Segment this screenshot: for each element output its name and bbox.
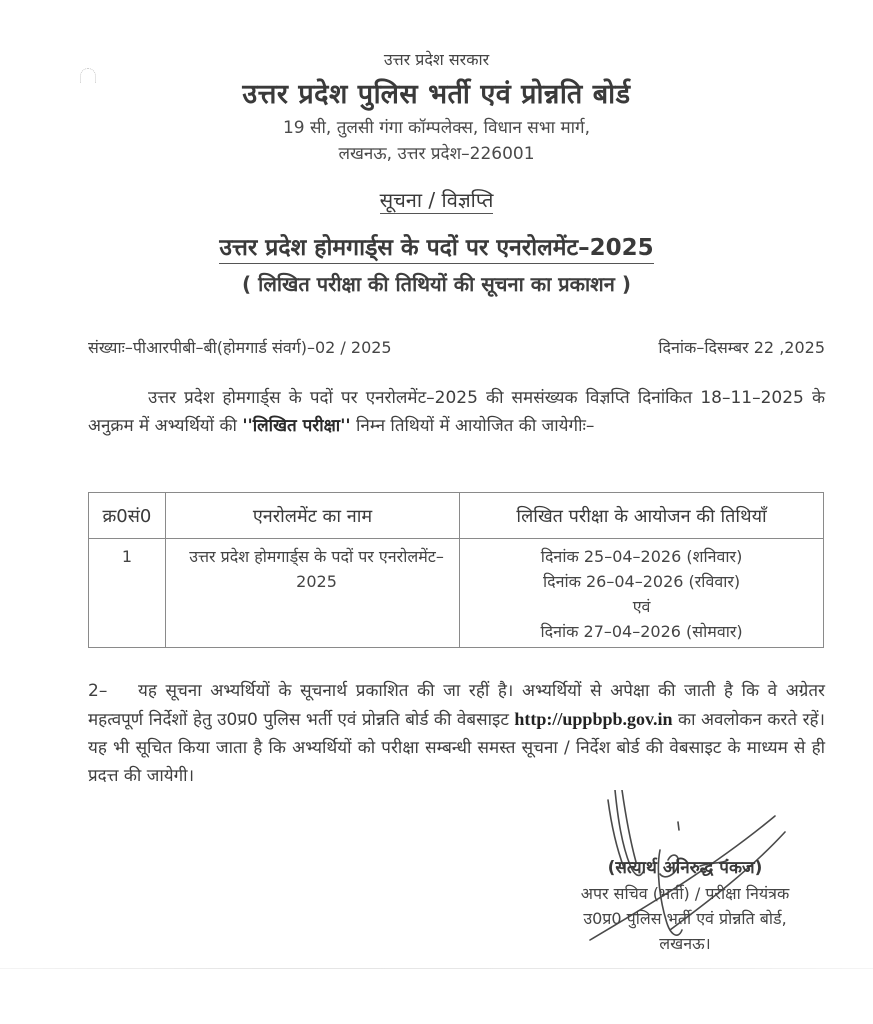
paragraph-1-before: उत्तर प्रदेश होमगार्ड्स के पदों पर एनरोलमेंट–2025 की समसंख्यक विज्ञप्ति दिनांकित 18–11–2025 के अनुक्रम में अभ्यर्थियों की — [88, 388, 825, 436]
paragraph-2-number: 2– — [88, 681, 108, 701]
website-link[interactable]: http://uppbpb.gov.in — [514, 709, 673, 729]
paragraph-2 — [88, 677, 825, 790]
conjunction: एवं — [632, 597, 651, 616]
exam-date-1: दिनांक 25–04–2026 (शनिवार) — [540, 547, 743, 566]
exam-date-2: दिनांक 26–04–2026 (रविवार) — [542, 572, 741, 591]
signatory-city: लखनऊ। — [659, 934, 711, 953]
cell-enrolment-name: उत्तर प्रदेश होमगार्ड्स के पदों पर एनरोलमेंट–2025 — [165, 539, 459, 648]
header-serial: क्र0सं0 — [89, 493, 166, 539]
header-enrolment-name: एनरोलमेंट का नाम — [165, 493, 459, 539]
notice-subject — [0, 230, 873, 262]
address-line-2: लखनऊ, उत्तर प्रदेश–226001 — [338, 144, 535, 164]
notice-subject-text: उत्तर प्रदेश होमगार्ड्स के पदों पर एनरोलमेंट–2025 — [219, 235, 653, 264]
government-name: उत्तर प्रदेश सरकार — [383, 50, 490, 69]
reference-number: संख्याः–पीआरपीबी–बी(होमगार्ड संवर्ग)–02 / 2025 — [88, 338, 392, 357]
notice-label — [0, 186, 873, 213]
exam-schedule-table — [88, 492, 824, 648]
reference-date: दिनांक–दिसम्बर 22 ,2025 — [658, 338, 825, 357]
address-line-1: 19 सी, तुलसी गंगा कॉम्पलेक्स, विधान सभा मार्ग, — [282, 118, 591, 138]
signatory-designation: अपर सचिव (भर्ती) / परीक्षा नियंत्रक — [580, 884, 790, 903]
header-exam-dates: लिखित परीक्षा के आयोजन की तिथियाँ — [460, 493, 824, 539]
table-header-row — [89, 493, 824, 539]
table-row — [89, 539, 824, 648]
notice-subtitle: ( लिखित परीक्षा की तिथियों की सूचना का प्रकाशन ) — [242, 272, 631, 296]
paragraph-2-after: का अवलोकन करते रहें। यह भी सूचित किया जाता है कि अभ्यर्थियों को परीक्षा सम्बन्धी समस्त सूचना / निर्देश बोर्ड की वेबसाइट के माध्यम से ही प्रदत्त की जायेगी। — [88, 710, 826, 786]
paragraph-1 — [88, 384, 825, 440]
exam-date-3: दिनांक 27–04–2026 (सोमवार) — [540, 622, 743, 641]
signatory-organization: उ0प्र0 पुलिस भर्ती एवं प्रोन्नति बोर्ड, — [583, 909, 787, 928]
signatory-name: (सत्यार्थ अनिरुद्ध पंकज) — [607, 858, 763, 878]
notice-label-text: सूचना / विज्ञप्ति — [379, 188, 494, 212]
cell-exam-dates — [460, 539, 824, 648]
board-title: उत्तर प्रदेश पुलिस भर्ती एवं प्रोन्नति बोर्ड — [242, 79, 631, 110]
paragraph-2-before: यह सूचना अभ्यर्थियों के सूचनार्थ प्रकाशित की जा रहीं है। अभ्यर्थियों से अपेक्षा की जाती है कि वे अग्रेतर महत्वपूर्ण निर्देशों हेतु उ0प्र0 पुलिस भर्ती एवं प्रोन्नति बोर्ड की वेबसाइट — [88, 681, 825, 730]
paragraph-1-after: निम्न तिथियों में आयोजित की जायेगीः– — [350, 416, 595, 436]
page-bottom-edge — [0, 968, 873, 969]
cell-serial: 1 — [89, 539, 166, 648]
paragraph-1-emphasis: ''लिखित परीक्षा'' — [242, 416, 351, 436]
